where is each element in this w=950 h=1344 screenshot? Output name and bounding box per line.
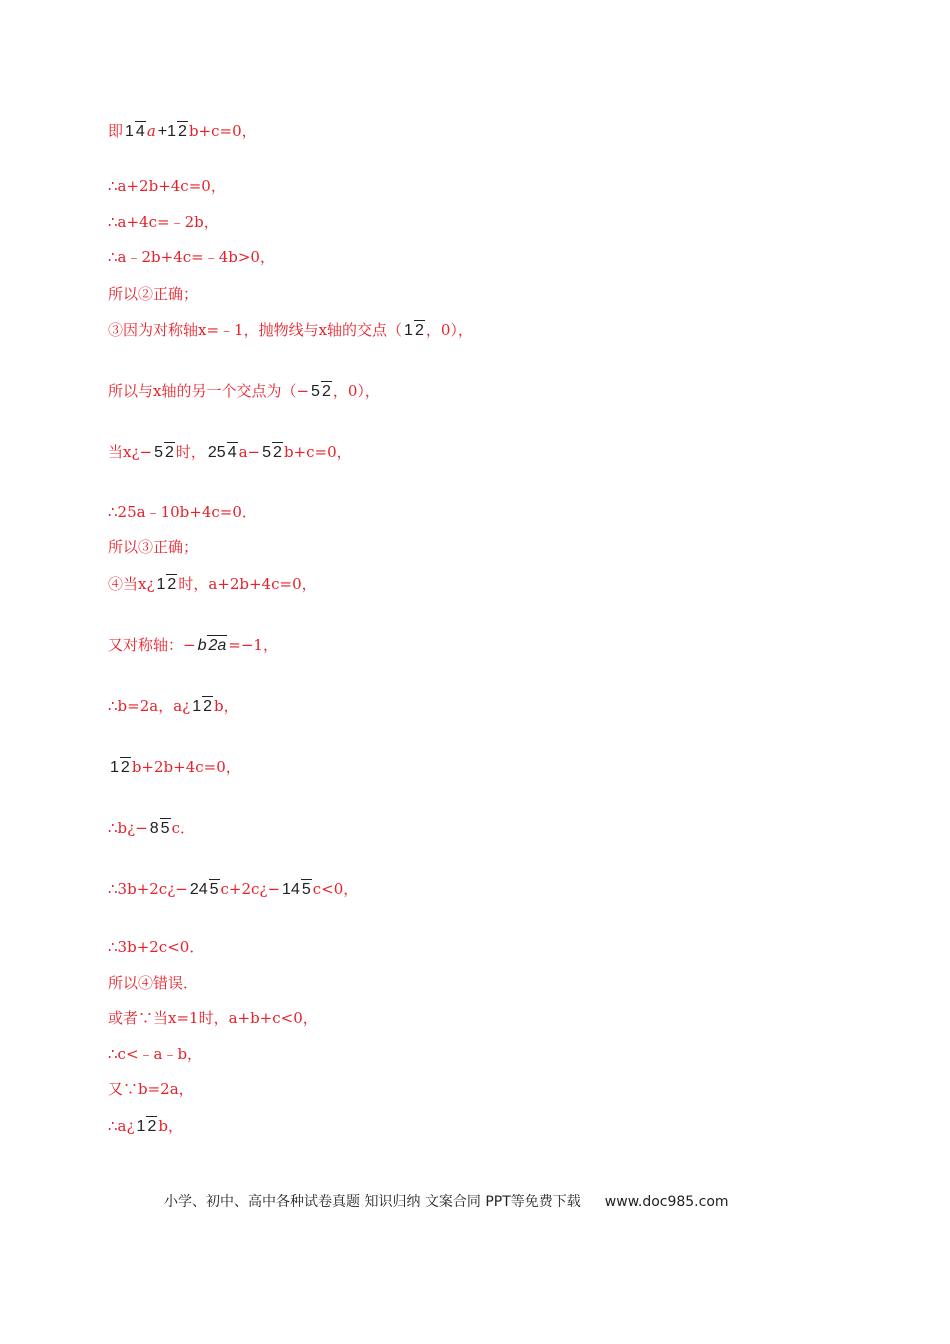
numerator: 1 xyxy=(136,1118,146,1135)
text: 所以④错误． xyxy=(108,974,199,992)
text: b， xyxy=(214,697,239,715)
fraction xyxy=(156,574,178,595)
denominator: 2 xyxy=(203,698,212,715)
numerator: 5 xyxy=(154,444,163,461)
numerator: 1 xyxy=(156,576,166,593)
numerator: 24 xyxy=(189,881,208,898)
numerator: 1 xyxy=(192,698,202,715)
text: ∴3b+2c<0． xyxy=(108,938,205,956)
text: ∴b¿− xyxy=(108,819,148,837)
numerator: 5 xyxy=(262,444,272,461)
line-9 xyxy=(108,505,257,520)
text: =−1， xyxy=(228,636,278,654)
text: ，0）， xyxy=(332,382,380,400)
numerator: +1 xyxy=(157,123,177,140)
line-14 xyxy=(108,757,241,778)
line-5 xyxy=(108,287,198,302)
line-19 xyxy=(108,1011,318,1026)
line-11 xyxy=(108,574,317,595)
denominator: 5 xyxy=(301,881,311,898)
text: ，0）， xyxy=(425,321,473,339)
denominator: 2 xyxy=(321,383,331,400)
text: ③因为对称轴x=﹣1，抛物线与x轴的交点（ xyxy=(108,321,403,339)
footer-url[interactable]: www.doc985.com xyxy=(604,1194,729,1210)
denominator: 2 xyxy=(164,444,174,461)
line-17 xyxy=(108,940,204,955)
denominator: 5 xyxy=(160,820,170,837)
text: 所以③正确； xyxy=(108,538,199,556)
line-4 xyxy=(108,250,275,265)
text: c． xyxy=(171,819,195,837)
line-7 xyxy=(108,381,380,402)
text: ∴c<﹣a﹣b， xyxy=(108,1045,203,1063)
fraction xyxy=(281,879,312,900)
text: 或者∵当x=1时，a+b+c<0， xyxy=(108,1009,318,1027)
text: 即 xyxy=(108,122,124,140)
text: ∴a¿ xyxy=(108,1117,135,1135)
text: b+2b+4c=0， xyxy=(131,758,241,776)
fraction xyxy=(191,696,213,717)
text: ∴25a﹣10b+4c=0． xyxy=(108,503,257,521)
line-18 xyxy=(108,976,198,991)
fraction xyxy=(310,381,332,402)
text: ∴b=2a，a¿ xyxy=(108,697,191,715)
line-8 xyxy=(108,442,352,463)
fraction xyxy=(403,320,425,341)
line-13 xyxy=(108,696,239,717)
text: a xyxy=(146,122,156,140)
footer-text: 小学、初中、高中各种试卷真题 知识归纳 文案合同 PPT等免费下载 xyxy=(164,1194,581,1210)
line-1 xyxy=(108,121,257,142)
text: 所以②正确； xyxy=(108,285,199,303)
text: c+2c¿− xyxy=(220,880,281,898)
text: b+c=0， xyxy=(283,443,352,461)
fraction xyxy=(197,635,228,656)
denominator: 5 xyxy=(209,881,219,898)
denominator: 2 xyxy=(167,576,177,593)
numerator: 5 xyxy=(311,383,320,400)
text: 所以与x轴的另一个交点为（− xyxy=(108,382,310,400)
denominator: 2 xyxy=(120,759,130,776)
denominator: 4 xyxy=(135,123,145,140)
text: ∴a+4c=﹣2b， xyxy=(108,213,219,231)
text: c<0， xyxy=(312,880,359,898)
numerator: 1 xyxy=(404,322,413,339)
line-20 xyxy=(108,1047,202,1062)
text: 又对称轴：− xyxy=(108,636,196,654)
text: 又∵b=2a， xyxy=(108,1080,194,1098)
denominator: 2 xyxy=(147,1118,157,1135)
text: ∴3b+2c¿− xyxy=(108,880,188,898)
text: ∴a﹣2b+4c=﹣4b>0， xyxy=(108,248,275,266)
text: 当x¿− xyxy=(108,443,153,461)
line-2 xyxy=(108,179,226,194)
denominator: 2 xyxy=(178,123,187,140)
numerator: 1 xyxy=(125,123,134,140)
line-16 xyxy=(108,879,358,900)
fraction xyxy=(207,442,238,463)
line-10 xyxy=(108,540,198,555)
line-21 xyxy=(108,1082,194,1097)
line-12 xyxy=(108,635,278,656)
numerator: 25 xyxy=(207,444,226,461)
denominator: 2 xyxy=(273,444,282,461)
denominator: 4 xyxy=(227,444,237,461)
line-3 xyxy=(108,215,219,230)
text: ∴a+2b+4c=0， xyxy=(108,177,226,195)
text: a− xyxy=(238,443,261,461)
numerator: b xyxy=(197,637,207,654)
fraction xyxy=(149,818,171,839)
denominator: 2a xyxy=(208,637,227,654)
text: 时， xyxy=(175,443,206,461)
fraction xyxy=(109,757,131,778)
fraction xyxy=(124,121,146,142)
line-22 xyxy=(108,1116,183,1137)
text: ④当x¿ xyxy=(108,575,155,593)
footer xyxy=(164,1191,729,1211)
line-15 xyxy=(108,818,195,839)
text: b+c=0， xyxy=(188,122,257,140)
numerator: 8 xyxy=(149,820,159,837)
fraction xyxy=(189,879,220,900)
line-6 xyxy=(108,320,473,341)
denominator: 2 xyxy=(414,322,424,339)
fraction xyxy=(157,121,188,142)
fraction xyxy=(153,442,175,463)
fraction xyxy=(261,442,283,463)
numerator: 1 xyxy=(110,759,119,776)
numerator: 14 xyxy=(282,881,300,898)
text: 时，a+2b+4c=0， xyxy=(178,575,317,593)
text: b， xyxy=(158,1117,183,1135)
fraction xyxy=(136,1116,158,1137)
